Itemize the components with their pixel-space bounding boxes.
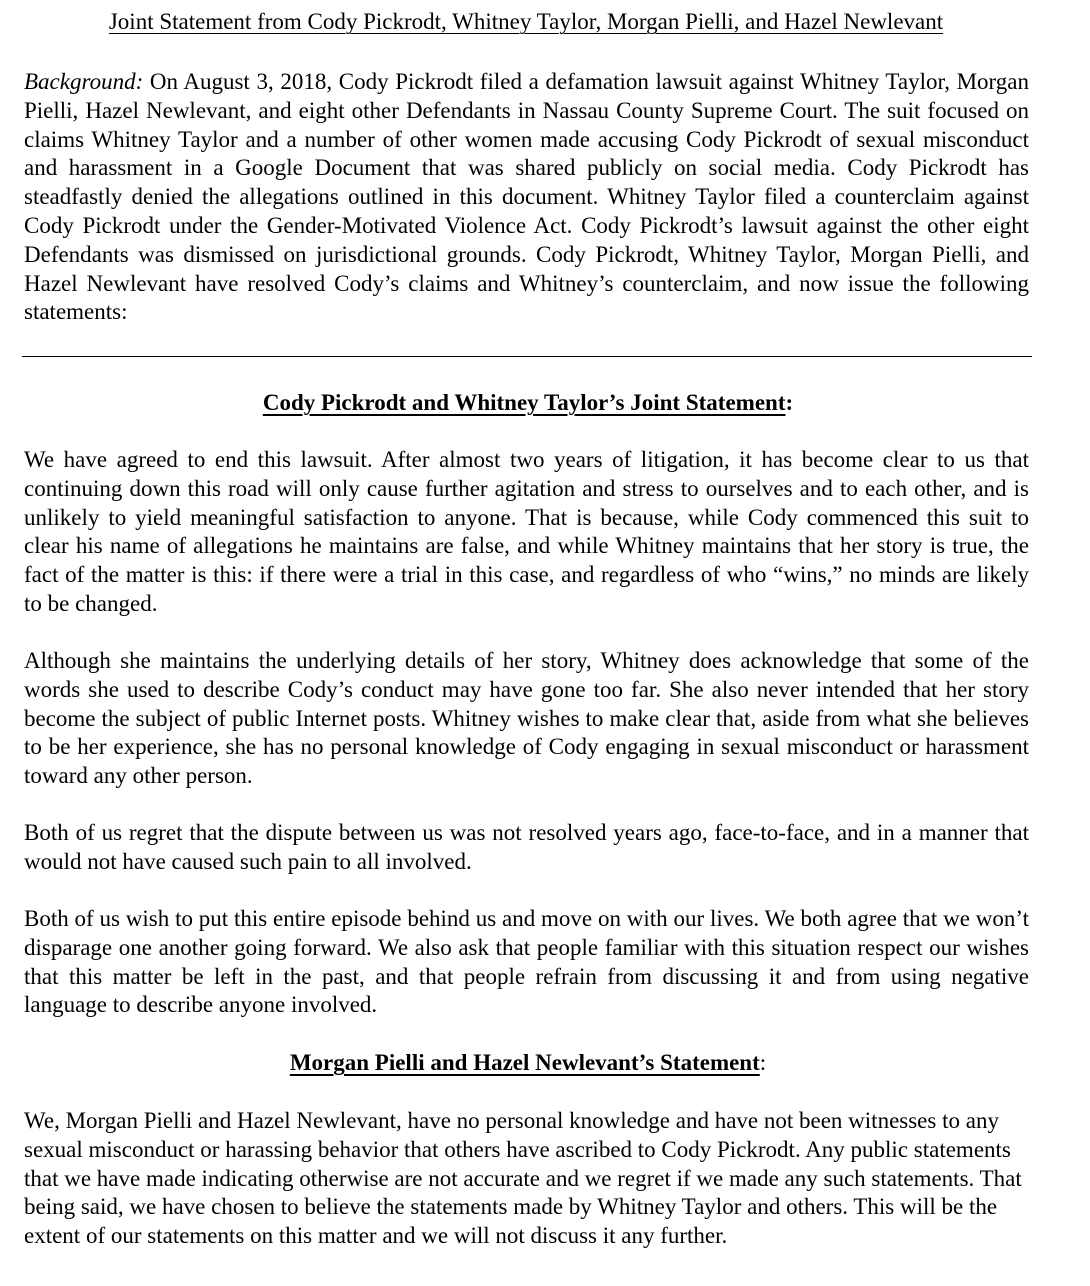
background-paragraph (24, 68, 1029, 327)
document-title (0, 8, 1052, 36)
section-heading-pielli-newlevant-colon: : (759, 1050, 767, 1075)
pielli-newlevant-paragraph: We, Morgan Pielli and Hazel Newlevant, have no personal knowledge and have not been witnesses to any sexual misconduct or harassing behavior that others have ascribed to Cody Pickrodt. Any public statements that we have made indicating otherwise are not accurate and we regret if we made any such statements. That being said, we have chosen to believe the statements made by Whitney Taylor and others. This will be the extent of our statements on this matter and we will not discuss it any further. (24, 1108, 1022, 1249)
section-heading-joint-statement (0, 389, 1056, 417)
section-heading-pielli-newlevant-text: Morgan Pielli and Hazel Newlevant’s Statement (289, 1050, 760, 1075)
joint-statement-paragraph-2: Although she maintains the underlying details of her story, Whitney does acknowledge that some of the words she used to describe Cody’s conduct may have gone too far. She also never intended that her story become the subject of public Internet posts. Whitney wishes to make clear that, aside from what she believes to be her experience, she has no personal knowledge of Cody engaging in sexual misconduct or harassment toward any other person. (24, 648, 1029, 789)
joint-statement-paragraph-1: We have agreed to end this lawsuit. After almost two years of litigation, it has become clear to us that continuing down this road will only cause further agitation and stress to ourselves and to each other, and is unlikely to yield meaningful satisfaction to anyone. That is because, while Cody commenced this suit to clear his name of allegations he maintains are false, and while Whitney maintains that her story is true, the fact of the matter is this: if there were a trial in this case, and regardless of who “wins,” no minds are likely to be changed. (24, 447, 1029, 616)
background-text: On August 3, 2018, Cody Pickrodt filed a defamation lawsuit against Whitney Taylor, Morgan Pielli, Hazel Newlevant, and eight other Defendants in Nassau County Supreme Court. The suit focused on claims Whitney Taylor and a number of other women made accusing Cody Pickrodt of sexual misconduct and harassment in a Google Document that was shared publicly on social media. Cody Pickrodt has steadfastly denied the allegations outlined in this document. Whitney Taylor filed a counterclaim against Cody Pickrodt under the Gender-Motivated Violence Act. Cody Pickrodt’s lawsuit against the other eight Defendants was dismissed on jurisdictional grounds. Cody Pickrodt, Whitney Taylor, Morgan Pielli, and Hazel Newlevant have resolved Cody’s claims and Whitney’s counterclaim, and now issue the following statements: (24, 69, 1029, 325)
section-heading-pielli-newlevant-statement (0, 1049, 1056, 1077)
section-heading-joint-statement-colon: : (785, 390, 794, 415)
horizontal-divider (22, 356, 1032, 357)
joint-statement-paragraph-3: Both of us regret that the dispute between us was not resolved years ago, face-to-face, and in a manner that would not have caused such pain to all involved. (24, 820, 1029, 874)
background-label: Background: (24, 69, 144, 94)
document-title-text: Joint Statement from Cody Pickrodt, Whitney Taylor, Morgan Pielli, and Hazel Newlevant (108, 9, 944, 34)
joint-statement-paragraph-4: Both of us wish to put this entire episode behind us and move on with our lives. We both agree that we won’t disparage one another going forward. We also ask that people familiar with this situation respect our wishes that this matter be left in the past, and that people refrain from discussing it and from using negative language to describe anyone involved. (24, 906, 1029, 1018)
section-heading-joint-statement-text: Cody Pickrodt and Whitney Taylor’s Joint Statement (262, 390, 786, 415)
